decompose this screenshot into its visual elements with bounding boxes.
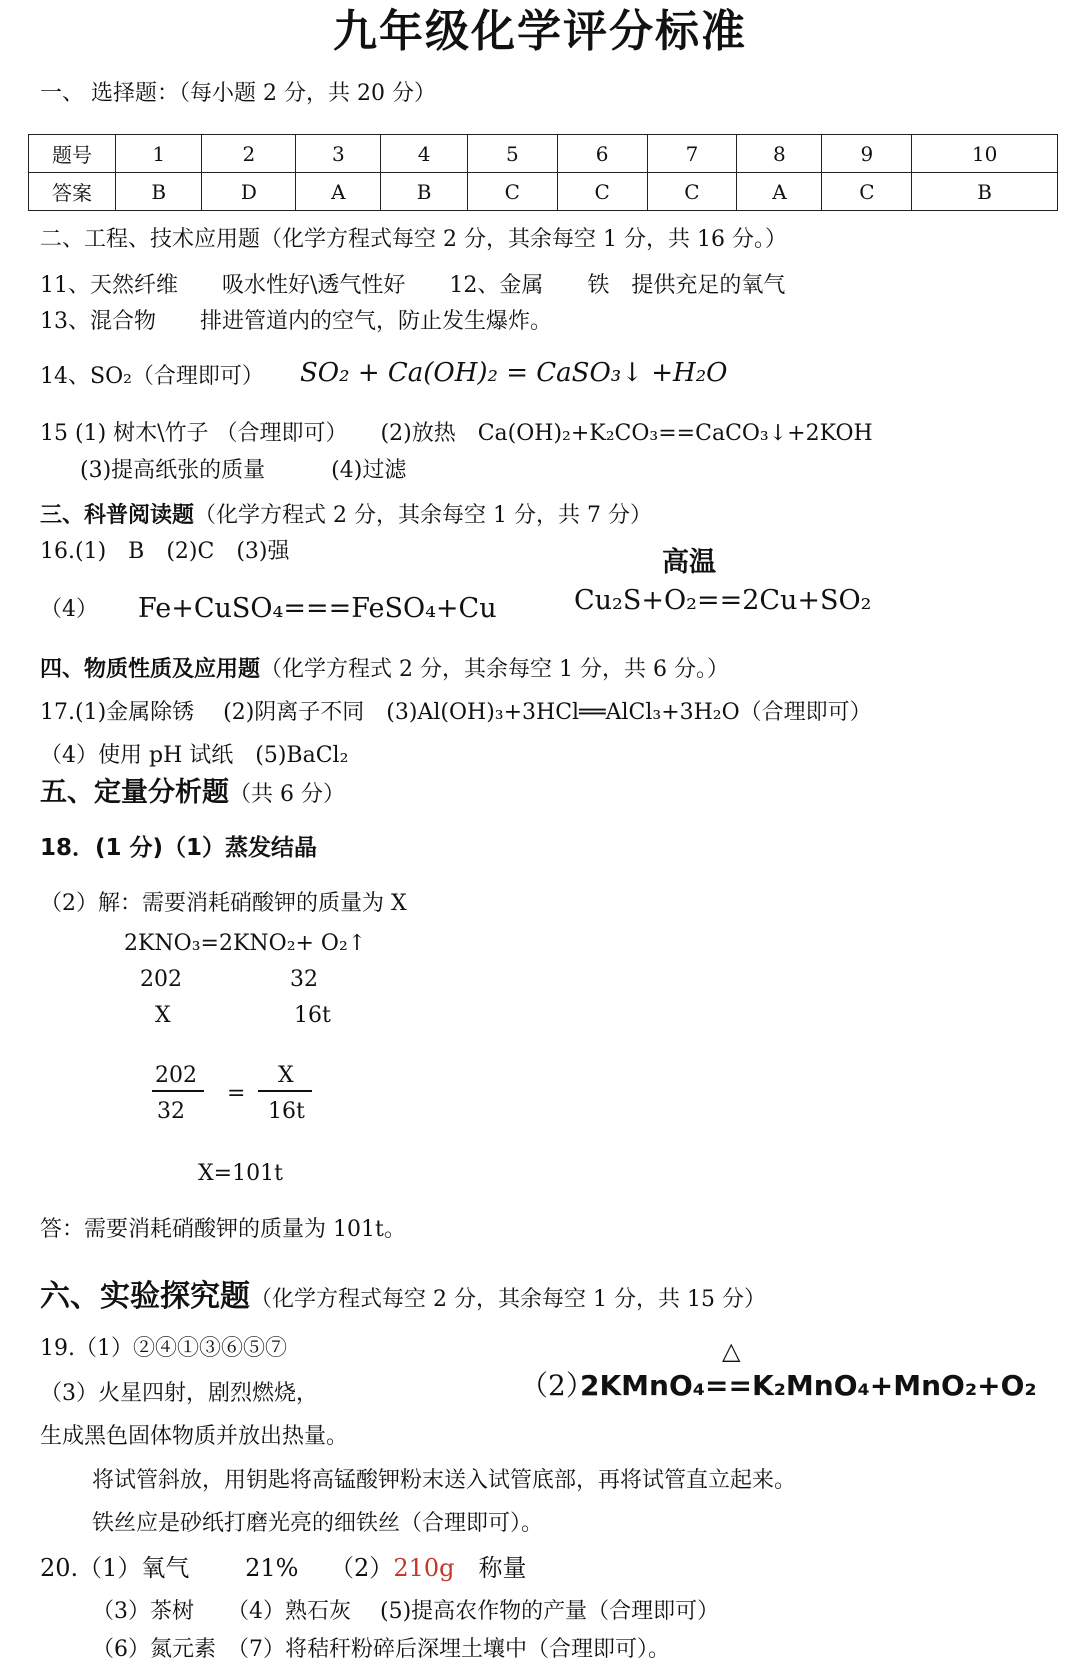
equation-14: SO₂ + Ca(OH)₂ = CaSO₃↓ +H₂O [300, 358, 728, 388]
answer-20-part-b: 称量 [454, 1554, 527, 1582]
table-cell: C [647, 173, 737, 211]
table-row [29, 135, 1058, 173]
table-cell: 5 [467, 135, 557, 173]
section6-heading [40, 1278, 766, 1316]
section5-heading [40, 776, 345, 810]
fraction-numerator-2: X [278, 1063, 294, 1088]
answer-line-19-4: 将试管斜放，用钥匙将高锰酸钾粉末送入试管底部，再将试管直立起来。 [92, 1468, 797, 1493]
section6-heading-bold: 六、实验探究题 [40, 1279, 250, 1314]
table-cell: 10 [912, 135, 1058, 173]
answer-19-2-label: （2） [520, 1369, 594, 1402]
fraction-numerator-1: 202 [155, 1063, 197, 1088]
table-cell: 6 [557, 135, 647, 173]
table-cell: 题号 [29, 135, 116, 173]
equation-18: 2KNO₃=2KNO₂+ O₂↑ [124, 931, 367, 956]
variable-16t: 16t [294, 1003, 331, 1028]
answer-table [28, 134, 1058, 211]
answer-line-20 [40, 1553, 526, 1583]
mass-value-2: 32 [290, 967, 318, 992]
answer-20-part-a: 20.（1）氧气 21% （2） [40, 1554, 394, 1582]
answer-line-20-3: （6）氮元素 （7）将秸秆粉碎后深埋土壤中（合理即可）。 [92, 1637, 670, 1662]
equation-16-2: Cu₂S+O₂==2Cu+SO₂ [574, 585, 872, 616]
table-cell: B [381, 173, 467, 211]
answer-line-15a: 15 (1) 树木\竹子 （合理即可） (2)放热 Ca(OH)₂+K₂CO₃==CaCO₃↓+2KOH [40, 421, 873, 446]
section5-heading-rest: （共 6 分） [229, 782, 345, 807]
table-cell: 2 [202, 135, 296, 173]
section3-heading-rest: （化学方程式 2 分，其余每空 1 分，共 7 分） [194, 503, 652, 528]
table-cell: C [822, 173, 912, 211]
answer-20-red-value: 210g [393, 1554, 455, 1582]
answer-line-11: 11、天然纤维 吸水性好\透气性好 12、金属 铁 提供充足的氧气 [40, 273, 786, 298]
answer-line-17: 17.(1)金属除锈 (2)阴离子不同 (3)Al(OH)₃+3HCl══AlCl₃+3H₂O（合理即可） [40, 700, 872, 725]
table-cell: C [467, 173, 557, 211]
reaction-condition: 高温 [662, 547, 716, 578]
table-cell: 1 [116, 135, 202, 173]
table-cell: 9 [822, 135, 912, 173]
answer-line-19-3: （3）火星四射，剧烈燃烧， [40, 1381, 318, 1406]
answer-line-18: 18．(1 分)（1）蒸发结晶 [40, 835, 318, 861]
table-cell: 答案 [29, 173, 116, 211]
answer-line-17b: （4）使用 pH 试纸 (5)BaCl₂ [40, 743, 349, 768]
answer-conclusion: 答：需要消耗硝酸钾的质量为 101t。 [40, 1217, 406, 1242]
equation-16-4: Fe+CuSO₄===FeSO₄+Cu [138, 593, 497, 624]
answer-line-19-3b: 生成黑色固体物质并放出热量。 [40, 1424, 349, 1449]
fraction-denominator-1: 32 [157, 1099, 185, 1124]
table-cell: A [296, 173, 381, 211]
section4-heading [40, 656, 729, 684]
fraction-equals: = [227, 1081, 246, 1106]
answer-line-16: 16.(1) B (2)C (3)强 [40, 539, 290, 564]
answer-line-18b: （2）解：需要消耗硝酸钾的质量为 X [40, 891, 407, 916]
table-cell: 4 [381, 135, 467, 173]
answer-line-19-5: 铁丝应是砂纸打磨光亮的细铁丝（合理即可）。 [92, 1511, 544, 1536]
table-cell: 3 [296, 135, 381, 173]
section5-heading-bold: 五、定量分析题 [40, 777, 229, 808]
fraction-bar-2 [258, 1090, 312, 1092]
table-cell: 8 [737, 135, 822, 173]
fraction-denominator-2: 16t [268, 1099, 305, 1124]
answer-line-20-2: （3）茶树 （4）熟石灰 (5)提高农作物的产量（合理即可） [92, 1599, 720, 1624]
table-cell: B [912, 173, 1058, 211]
section2-heading: 二、工程、技术应用题（化学方程式每空 2 分，其余每空 1 分，共 16 分。） [40, 227, 787, 252]
table-cell: D [202, 173, 296, 211]
table-cell: 7 [647, 135, 737, 173]
section3-heading-bold: 三、科普阅读题 [40, 503, 195, 528]
equation-19-2: 2KMnO₄==K₂MnO₄+MnO₂+O₂ [580, 1369, 1037, 1402]
table-cell: C [557, 173, 647, 211]
section6-heading-rest: （化学方程式每空 2 分，其余每空 1 分，共 15 分） [250, 1287, 766, 1312]
mass-value-1: 202 [140, 967, 182, 992]
reaction-condition-heat: △ [722, 1337, 741, 1365]
answer-line-13: 13、混合物 排进管道内的空气，防止发生爆炸。 [40, 309, 552, 334]
table-cell: B [116, 173, 202, 211]
answer-line-15b: (3)提高纸张的质量 (4)过滤 [80, 458, 407, 483]
section1-heading: 一、 选择题：（每小题 2 分，共 20 分） [40, 81, 436, 106]
table-cell: A [737, 173, 822, 211]
answer-16-4-label: （4） [40, 597, 98, 622]
fraction-bar-1 [152, 1090, 204, 1092]
answer-line-14: 14、SO₂（合理即可） [40, 364, 264, 389]
page-title: 九年级化学评分标准 [333, 6, 747, 57]
section4-heading-rest: （化学方程式 2 分，其余每空 1 分，共 6 分。） [260, 657, 729, 682]
table-row [29, 173, 1058, 211]
answer-line-19: 19.（1）②④①③⑥⑤⑦ [40, 1336, 287, 1361]
section3-heading [40, 502, 652, 530]
variable-x: X [155, 1003, 171, 1028]
section4-heading-bold: 四、物质性质及应用题 [40, 657, 261, 682]
result-line: X=101t [198, 1161, 283, 1186]
